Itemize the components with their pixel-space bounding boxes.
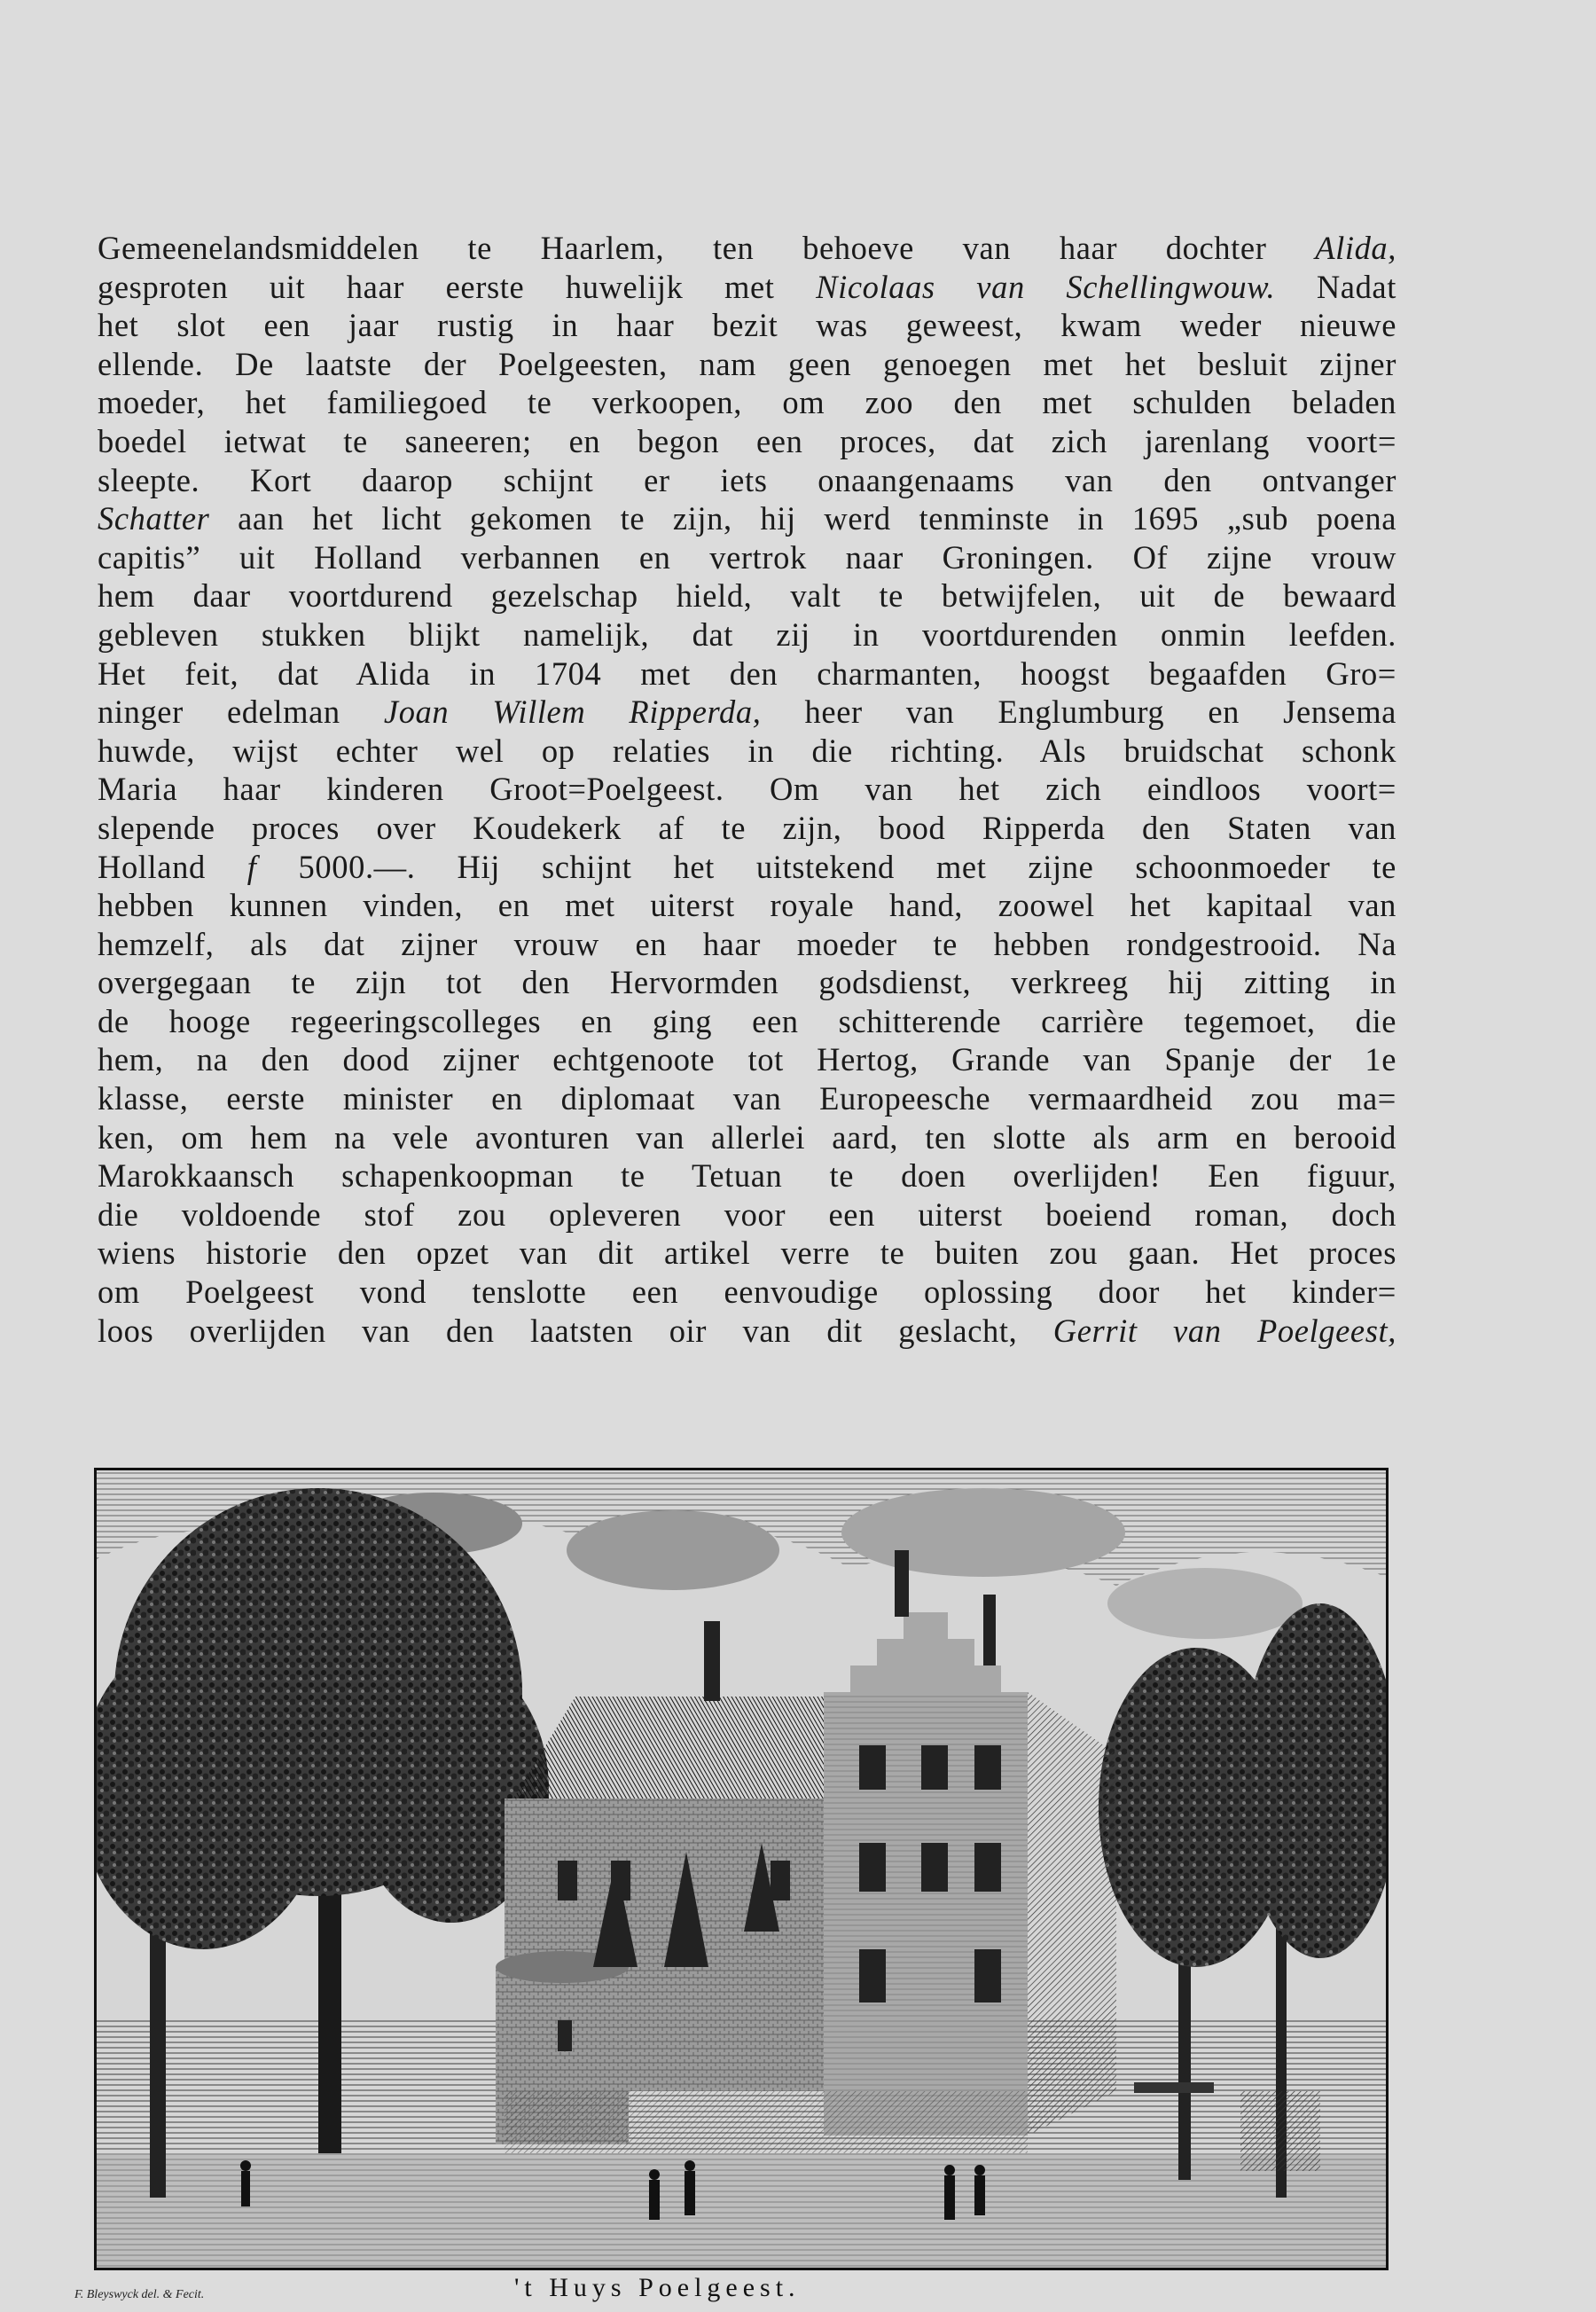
text-line: de hooge regeeringscolleges en ging een schitterende carrière tegemoet, die bbox=[98, 1002, 1396, 1039]
text-line: hem, na den dood zijner echtgenoote tot Hertog, Grande van Spanje der 1e bbox=[98, 1041, 1396, 1078]
text-line: slepende proces over Koudekerk af te zijn, bood Ripperda den Staten van bbox=[98, 809, 1396, 846]
text-line: hebben kunnen vinden, en met uiterst royale hand, zoowel het kapitaal van bbox=[98, 887, 1396, 924]
body-text bbox=[98, 229, 1396, 1350]
engraving-illustration bbox=[94, 1468, 1389, 2270]
text-line: huwde, wijst echter wel op relaties in die richting. Als bruidschat schonk bbox=[98, 732, 1396, 769]
text-line: sleepte. Kort daarop schijnt er iets onaangenaams van den ontvanger bbox=[98, 461, 1396, 498]
italic-name: Joan Willem Ripperda, bbox=[383, 694, 762, 731]
text-line: het slot een jaar rustig in haar bezit was geweest, kwam weder nieuwe bbox=[98, 307, 1396, 344]
text-line: overgegaan te zijn tot den Hervormden godsdienst, verkreeg hij zitting in bbox=[98, 964, 1396, 1001]
italic-name: Nicolaas van Schellingwouw. bbox=[816, 268, 1276, 305]
illustration-caption: 't Huys Poelgeest. bbox=[514, 2273, 801, 2302]
text-line: ken, om hem na vele avonturen van allerlei aard, ten slotte als arm en berooid bbox=[98, 1118, 1396, 1156]
text-line: die voldoende stof zou opleveren voor een uiterst boeiend roman, doch bbox=[98, 1195, 1396, 1233]
text-line: Maria haar kinderen Groot=Poelgeest. Om van het zich eindloos voort= bbox=[98, 771, 1396, 808]
italic-name: f bbox=[246, 848, 257, 885]
text-line: moeder, het familiegoed te verkoopen, om zoo den met schulden beladen bbox=[98, 384, 1396, 421]
text-line: Schatter aan het licht gekomen te zijn, hij werd tenminste in 1695 „sub poena bbox=[98, 500, 1396, 537]
text-line: Marokkaansch schapenkoopman te Tetuan te doen overlijden! Een figuur, bbox=[98, 1157, 1396, 1195]
castle-engraving-drawing bbox=[97, 1470, 1386, 2268]
engraver-credit: F. Bleyswyck del. & Fecit. bbox=[74, 2288, 205, 2301]
text-line: gebleven stukken blijkt namelijk, dat zij in voortdurenden onmin leefden. bbox=[98, 615, 1396, 653]
text-line: hem daar voortdurend gezelschap hield, valt te betwijfelen, uit de bewaard bbox=[98, 577, 1396, 615]
italic-name: Schatter bbox=[98, 500, 210, 537]
text-line: Het feit, dat Alida in 1704 met den charmanten, hoogst begaafden Gro= bbox=[98, 654, 1396, 692]
text-line: gesproten uit haar eerste huwelijk met Nicolaas van Schellingwouw. Nadat bbox=[98, 268, 1396, 305]
italic-name: Gerrit van Poelgeest, bbox=[1052, 1312, 1396, 1349]
text-line: loos overlijden van den laatsten oir van dit geslacht, Gerrit van Poelgeest, bbox=[98, 1312, 1396, 1349]
text-line: wiens historie den opzet van dit artikel verre te buiten zou gaan. Het proces bbox=[98, 1234, 1396, 1272]
text-line: ellende. De laatste der Poelgeesten, nam geen genoegen met het besluit zijner bbox=[98, 345, 1396, 382]
text-line: klasse, eerste minister en diplomaat van Europeesche vermaardheid zou ma= bbox=[98, 1080, 1396, 1117]
text-line: hemzelf, als dat zijner vrouw en haar moeder te hebben rondgestrooid. Na bbox=[98, 925, 1396, 962]
italic-name: Alida, bbox=[1315, 230, 1396, 266]
text-line: capitis” uit Holland verbannen en vertrok naar Groningen. Of zijne vrouw bbox=[98, 538, 1396, 576]
text-line: boedel ietwat te saneeren; en begon een proces, dat zich jarenlang voort= bbox=[98, 422, 1396, 459]
text-line: om Poelgeest vond tenslotte een eenvoudige oplossing door het kinder= bbox=[98, 1274, 1396, 1311]
text-line: Gemeenelandsmiddelen te Haarlem, ten behoeve van haar dochter Alida, bbox=[98, 230, 1396, 266]
text-line: Holland f 5000.—. Hij schijnt het uitstekend met zijne schoonmoeder te bbox=[98, 848, 1396, 885]
text-line: ninger edelman Joan Willem Ripperda, heer van Englumburg en Jensema bbox=[98, 694, 1396, 731]
